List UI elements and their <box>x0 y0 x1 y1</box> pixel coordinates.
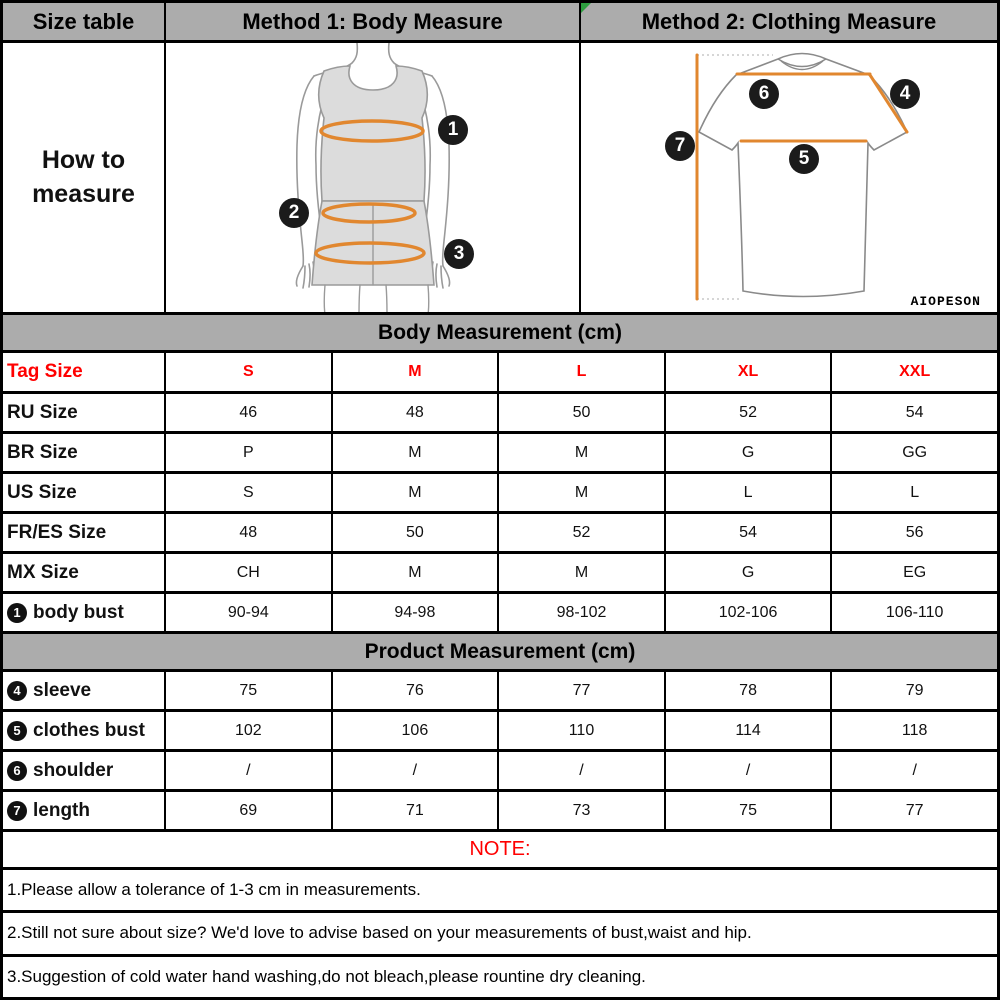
note-title: NOTE: <box>3 832 997 870</box>
row-label-text: clothes bust <box>33 719 145 741</box>
body-row-2-value-1: M <box>333 474 500 511</box>
body-row-1-value-1: M <box>333 434 500 471</box>
marker-4-sleeve: 4 <box>890 79 920 109</box>
product-row-0 <box>3 672 997 712</box>
row-label-text: length <box>33 799 90 821</box>
method2-header-label: Method 2: Clothing Measure <box>641 8 937 34</box>
marker-2-waist: 2 <box>279 198 309 228</box>
body-row-5-value-2: 98-102 <box>499 594 666 631</box>
product-measurement-title: Product Measurement (cm) <box>3 634 997 672</box>
product-row-1-value-3: 114 <box>666 712 833 749</box>
body-row-2-label <box>3 474 166 511</box>
body-row-tag-label <box>3 353 166 391</box>
body-row-tag-value-0: S <box>166 353 333 391</box>
product-measurement-table <box>3 672 997 832</box>
cell-comment-triangle-icon <box>581 3 591 13</box>
body-row-1-value-2: M <box>499 434 666 471</box>
body-row-0-value-1: 48 <box>333 394 500 431</box>
body-row-3-value-1: 50 <box>333 514 500 551</box>
clothing-measure-figure <box>581 43 997 312</box>
note-item-2: 2.Still not sure about size? We'd love to advise based on your measurements of bust,waist and hip. <box>3 913 997 956</box>
body-row-1 <box>3 434 997 474</box>
product-row-2-value-4: / <box>912 761 917 779</box>
product-row-1-value-4: 118 <box>901 721 928 739</box>
body-row-0 <box>3 394 997 434</box>
product-row-2-value-2: / <box>499 752 666 789</box>
product-row-1-value-0: 102 <box>166 712 333 749</box>
body-row-1-value-3: G <box>666 434 833 471</box>
body-row-5-value-1: 94-98 <box>333 594 500 631</box>
body-row-2-value-2: M <box>499 474 666 511</box>
body-row-0-label <box>3 394 166 431</box>
top-header-row <box>3 3 997 43</box>
body-row-1-value-0: P <box>166 434 333 471</box>
body-row-tag-value-3: XL <box>666 353 833 391</box>
body-row-tag-value-2: L <box>499 353 666 391</box>
body-row-3 <box>3 514 997 554</box>
method2-header <box>581 3 997 40</box>
body-row-0-value-2: 50 <box>499 394 666 431</box>
row-label-text: US Size <box>7 481 77 503</box>
body-row-4 <box>3 554 997 594</box>
product-row-3 <box>3 792 997 832</box>
body-row-5-label <box>3 594 166 631</box>
marker-5-bust: 5 <box>789 144 819 174</box>
row-number-badge-icon: 4 <box>7 681 27 701</box>
body-measurement-table <box>3 353 997 634</box>
body-row-2-value-4: L <box>910 483 920 501</box>
body-figure-icon <box>166 43 581 312</box>
body-row-4-value-0: CH <box>166 554 333 591</box>
illustration-row <box>3 43 997 315</box>
row-number-badge-icon: 5 <box>7 721 27 741</box>
body-measure-figure <box>166 43 581 312</box>
body-row-3-value-0: 48 <box>166 514 333 551</box>
note-item-1: 1.Please allow a tolerance of 1-3 cm in measurements. <box>3 870 997 913</box>
product-row-3-label <box>3 792 166 829</box>
body-row-0-value-4: 54 <box>905 403 924 421</box>
product-row-3-value-4: 77 <box>905 801 924 819</box>
product-row-2-value-0: / <box>166 752 333 789</box>
body-measurement-title: Body Measurement (cm) <box>3 315 997 353</box>
body-row-4-value-4: EG <box>903 563 927 581</box>
row-label-text: Tag Size <box>7 361 83 382</box>
body-row-2 <box>3 474 997 514</box>
product-row-0-value-0: 75 <box>166 672 333 709</box>
method1-header: Method 1: Body Measure <box>166 3 581 40</box>
marker-7-length: 7 <box>665 131 695 161</box>
product-row-0-label <box>3 672 166 709</box>
body-row-3-value-2: 52 <box>499 514 666 551</box>
body-row-tag-value-1: M <box>333 353 500 391</box>
row-label-text: sleeve <box>33 679 92 701</box>
product-row-2-label <box>3 752 166 789</box>
body-row-3-value-4: 56 <box>905 523 924 541</box>
body-row-tag <box>3 353 997 394</box>
product-row-1-value-2: 110 <box>499 712 666 749</box>
marker-3-hip: 3 <box>444 239 474 269</box>
row-label-text: RU Size <box>7 401 78 423</box>
product-row-3-value-3: 75 <box>666 792 833 829</box>
row-label-text: body bust <box>33 601 124 623</box>
how-to-measure-label: How to measure <box>3 43 166 312</box>
row-label-text: FR/ES Size <box>7 521 107 543</box>
body-row-4-value-2: M <box>499 554 666 591</box>
body-row-0-value-0: 46 <box>166 394 333 431</box>
row-number-badge-icon: 1 <box>7 603 27 623</box>
note-item-3: 3.Suggestion of cold water hand washing,do not bleach,please rountine dry cleaning. <box>7 966 646 986</box>
marker-1-bust: 1 <box>438 115 468 145</box>
body-row-2-value-3: L <box>666 474 833 511</box>
body-row-2-value-0: S <box>166 474 333 511</box>
tshirt-figure-icon <box>581 43 997 312</box>
body-row-0-value-3: 52 <box>666 394 833 431</box>
product-row-0-value-2: 77 <box>499 672 666 709</box>
product-row-2 <box>3 752 997 792</box>
product-row-1 <box>3 712 997 752</box>
body-row-tag-value-4: XXL <box>899 363 931 380</box>
product-row-0-value-3: 78 <box>666 672 833 709</box>
body-row-4-value-3: G <box>666 554 833 591</box>
product-row-0-value-4: 79 <box>905 681 924 699</box>
size-table-header: Size table <box>3 3 166 40</box>
product-row-3-value-2: 73 <box>499 792 666 829</box>
brand-label: AIOPESON <box>910 294 981 309</box>
body-row-5 <box>3 594 997 634</box>
product-row-1-value-1: 106 <box>333 712 500 749</box>
body-row-4-label <box>3 554 166 591</box>
product-row-2-value-1: / <box>333 752 500 789</box>
body-row-5-value-0: 90-94 <box>166 594 333 631</box>
row-label-text: shoulder <box>33 759 114 781</box>
body-row-5-value-4: 106-110 <box>885 603 944 621</box>
body-row-3-value-3: 54 <box>666 514 833 551</box>
marker-6-shoulder: 6 <box>749 79 779 109</box>
product-row-3-value-0: 69 <box>166 792 333 829</box>
row-label-text: BR Size <box>7 441 78 463</box>
body-row-1-value-4: GG <box>902 443 928 461</box>
row-label-text: MX Size <box>7 561 79 583</box>
row-number-badge-icon: 7 <box>7 801 27 821</box>
body-row-5-value-3: 102-106 <box>666 594 833 631</box>
row-number-badge-icon: 6 <box>7 761 27 781</box>
body-row-1-label <box>3 434 166 471</box>
product-row-2-value-3: / <box>666 752 833 789</box>
product-row-0-value-1: 76 <box>333 672 500 709</box>
product-row-1-label <box>3 712 166 749</box>
product-row-3-value-1: 71 <box>333 792 500 829</box>
body-row-3-label <box>3 514 166 551</box>
body-row-4-value-1: M <box>333 554 500 591</box>
